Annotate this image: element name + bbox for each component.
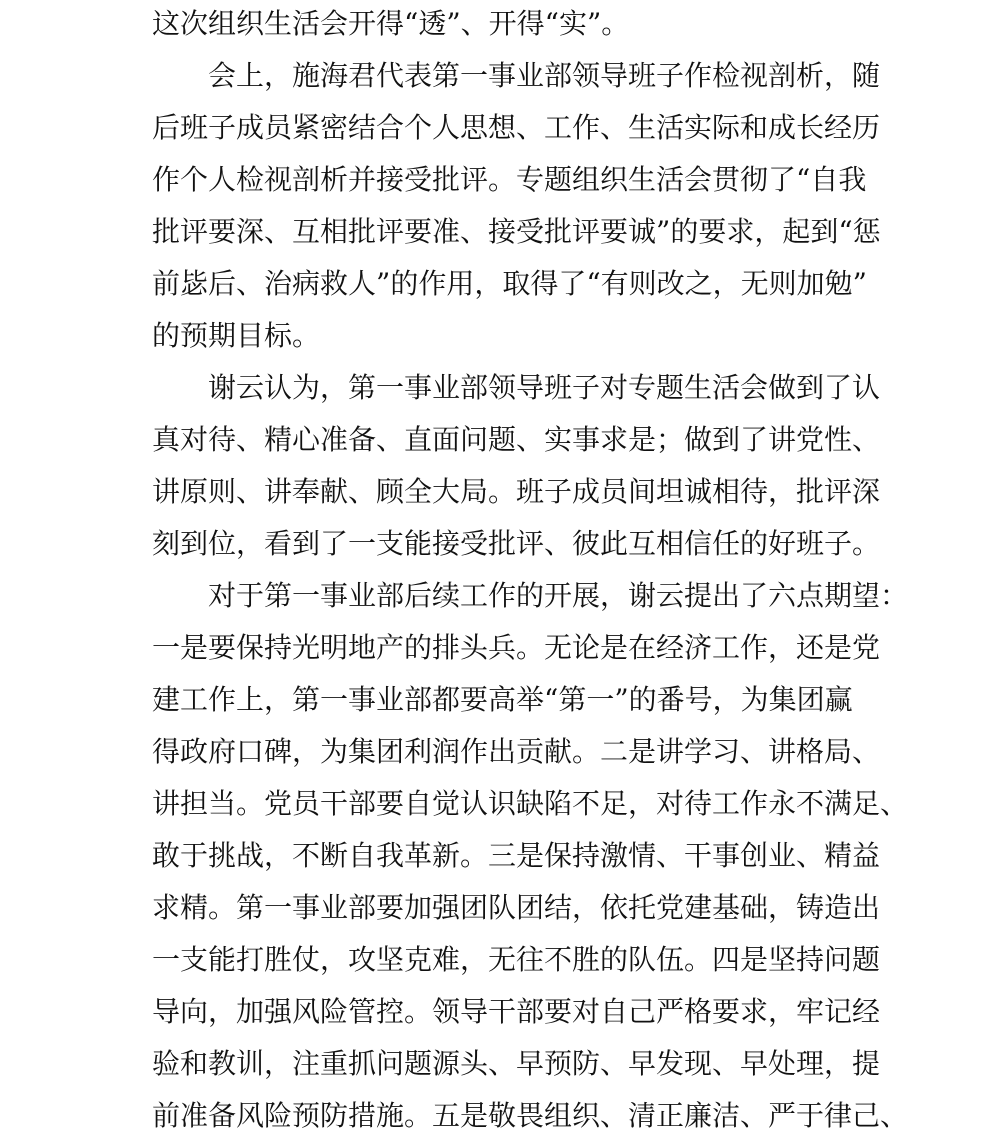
text-line: 作个人检视剖析并接受批评。专题组织生活会贯彻了“自我 (152, 163, 867, 196)
text-line: 对于第一事业部后续工作的开展，谢云提出了六点期望： (208, 579, 909, 612)
text-line: 敢于挑战，不断自我革新。三是保持激情、干事创业、精益 (152, 839, 881, 872)
text-line: 建工作上，第一事业部都要高举“第一”的番号，为集团赢 (152, 683, 853, 716)
text-line: 谢云认为，第一事业部领导班子对专题生活会做到了认 (208, 371, 881, 404)
text-line: 导向，加强风险管控。领导干部要对自己严格要求，牢记经 (152, 995, 881, 1028)
text-line: 得政府口碑，为集团利润作出贡献。二是讲学习、讲格局、 (152, 735, 881, 768)
text-line: 一支能打胜仗，攻坚克难，无往不胜的队伍。四是坚持问题 (152, 943, 881, 976)
text-line: 讲担当。党员干部要自觉认识缺陷不足，对待工作永不满足、 (152, 787, 909, 820)
text-line: 一是要保持光明地产的排头兵。无论是在经济工作，还是党 (152, 631, 881, 664)
text-line: 批评要深、互相批评要准、接受批评要诚”的要求，起到“惩 (152, 215, 881, 248)
text-line: 讲原则、讲奉献、顾全大局。班子成员间坦诚相待，批评深 (152, 475, 881, 508)
text-line: 求精。第一事业部要加强团队团结，依托党建基础，铸造出 (152, 891, 881, 924)
text-line: 会上，施海君代表第一事业部领导班子作检视剖析，随 (208, 59, 881, 92)
text-line: 前毖后、治病救人”的作用，取得了“有则改之，无则加勉” (152, 267, 867, 300)
text-line: 刻到位，看到了一支能接受批评、彼此互相信任的好班子。 (152, 527, 881, 560)
text-line: 后班子成员紧密结合个人思想、工作、生活实际和成长经历 (152, 111, 881, 144)
text-line: 前准备风险预防措施。五是敬畏组织、清正廉洁、严于律己、 (152, 1099, 909, 1132)
text-line: 验和教训，注重抓问题源头、早预防、早发现、早处理，提 (152, 1047, 881, 1080)
text-line: 的预期目标。 (152, 319, 321, 352)
text-line: 这次组织生活会开得“透”、开得“实”。 (152, 7, 630, 40)
text-line: 真对待、精心准备、直面问题、实事求是；做到了讲党性、 (152, 423, 881, 456)
